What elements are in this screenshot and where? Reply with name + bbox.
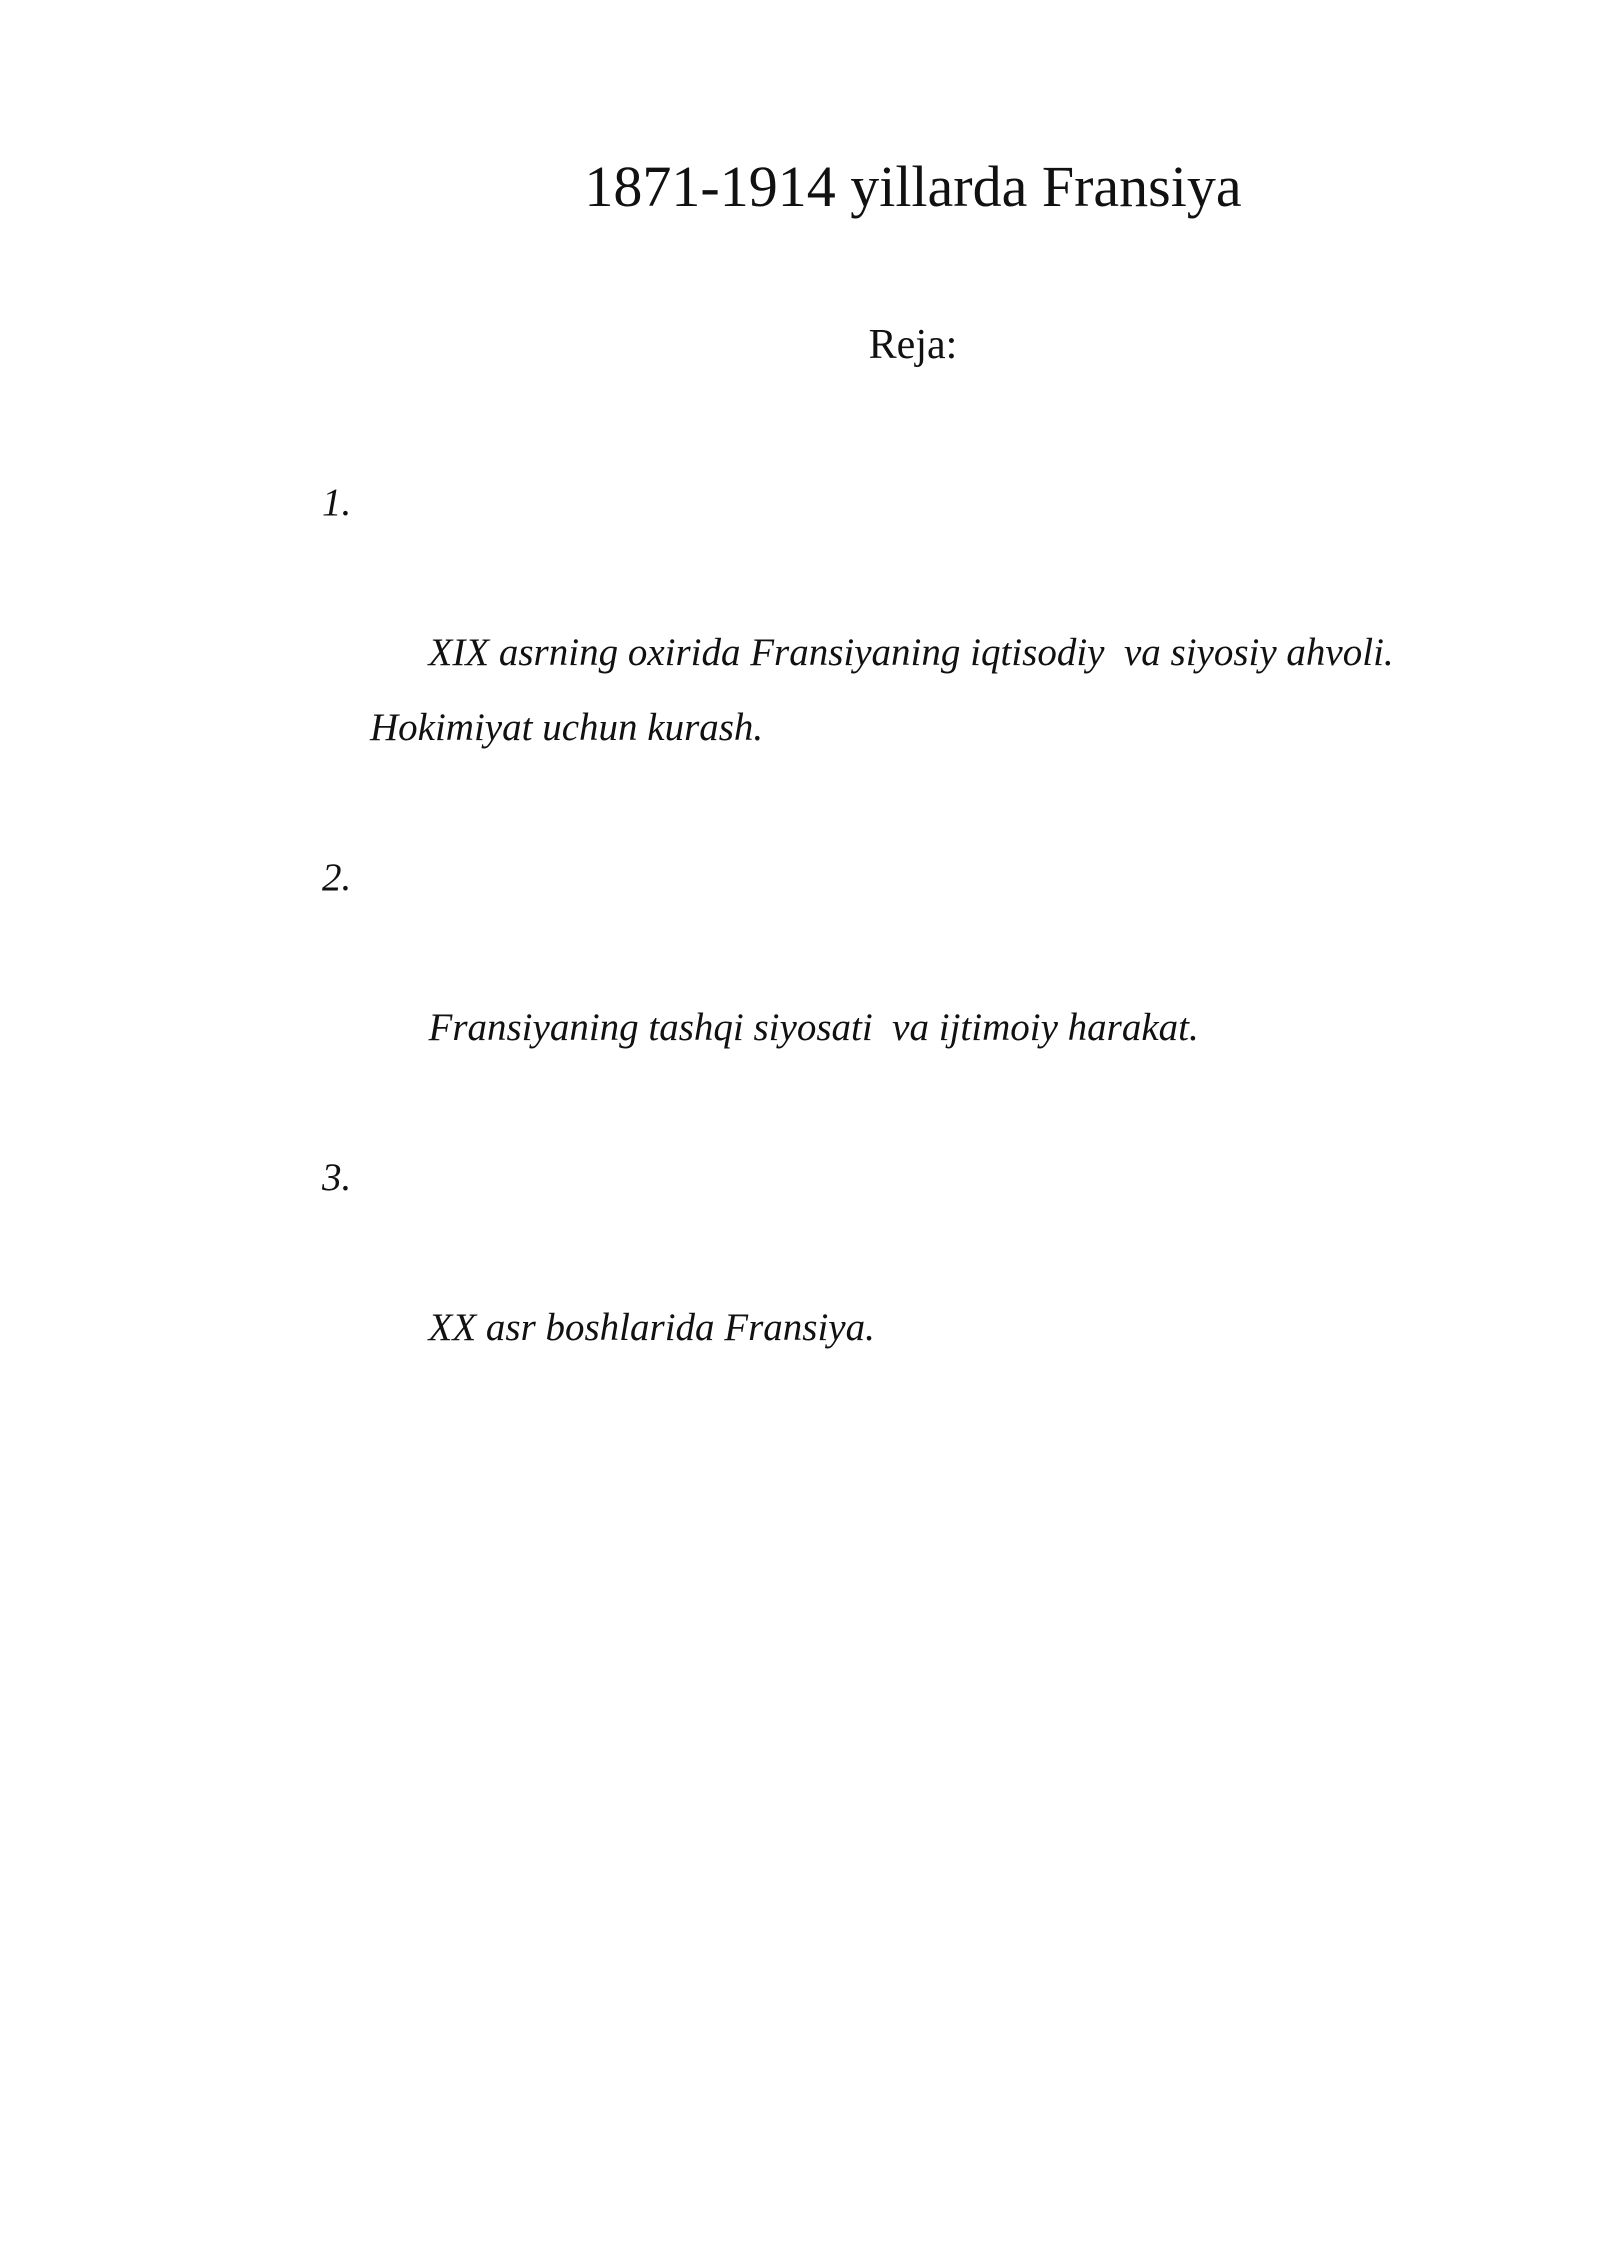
plan-item xyxy=(322,465,1502,840)
plan-item-text: Fransiyaning tashqi siyosati va ijtimoiy harakat. xyxy=(428,1006,1199,1049)
plan-item-number: 1. xyxy=(322,481,352,524)
plan-heading: Reja: xyxy=(868,322,958,368)
plan-list xyxy=(322,465,1502,1440)
document-title: 1871-1914 yillarda Fransiya xyxy=(584,154,1242,219)
plan-item xyxy=(322,840,1502,1140)
plan-item-text: XX asr boshlarida Fransiya. xyxy=(428,1306,875,1349)
plan-item xyxy=(322,1140,1502,1440)
plan-item-text: XIX asrning oxirida Fransiyaning iqtisodiy va siyosiy ahvoli. Hokimiyat uchun kurash. xyxy=(370,631,1404,749)
plan-item-number: 3. xyxy=(322,1156,352,1199)
plan-item-number: 2. xyxy=(322,856,352,899)
